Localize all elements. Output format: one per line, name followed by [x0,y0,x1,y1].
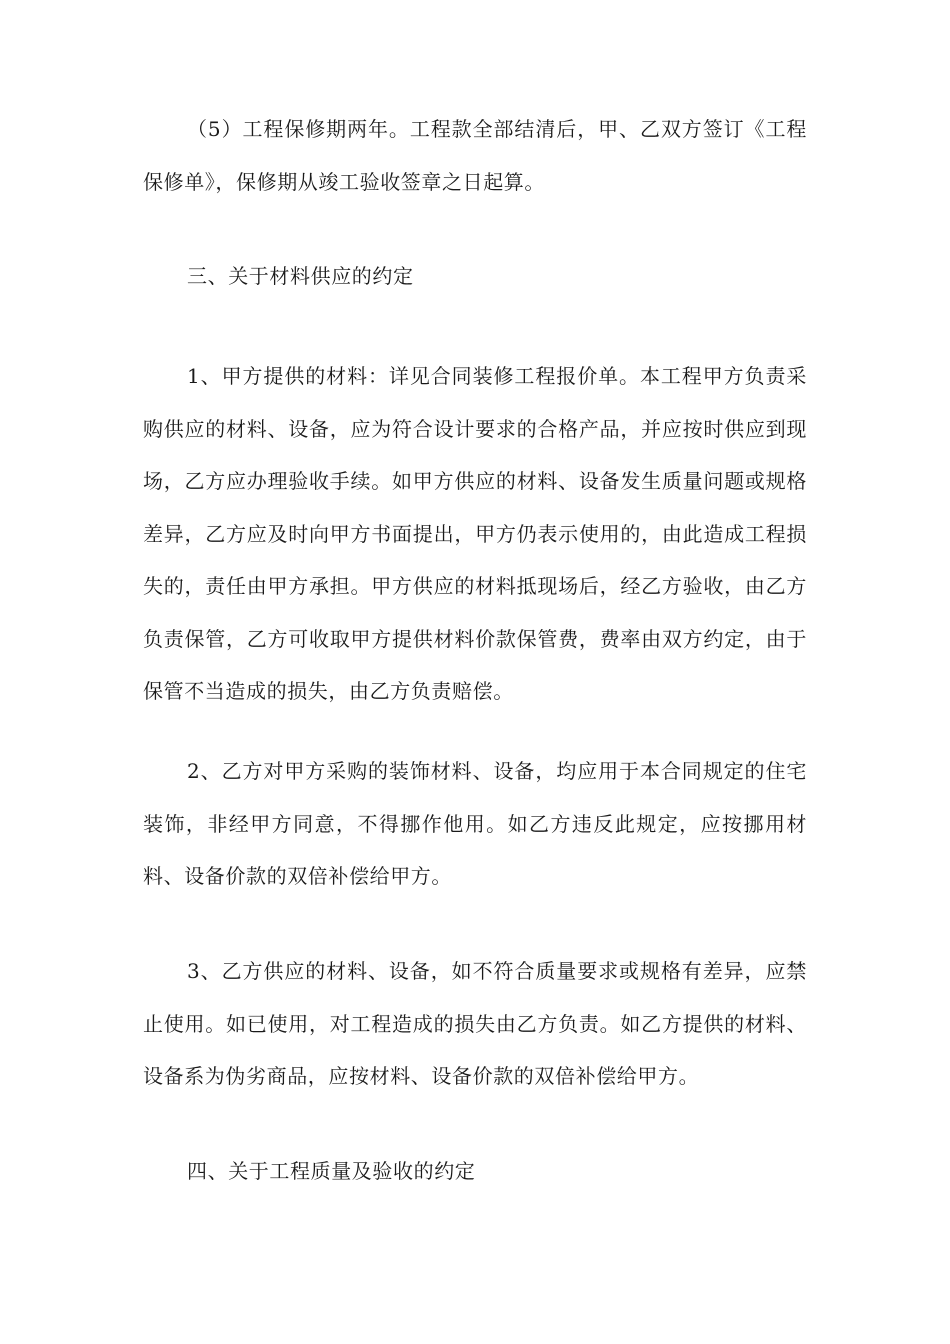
paragraph-party-b-materials: 3、乙方供应的材料、设备，如不符合质量要求或规格有差异，应禁止使用。如已使用，对工程造成的损失由乙方负责。如乙方提供的材料、设备系为伪劣商品，应按材料、设备价款的双倍补偿给甲方。 [143,959,807,1088]
paragraph-warranty-period: （5）工程保修期两年。工程款全部结清后，甲、乙双方签订《工程保修单》，保修期从竣工验收签章之日起算。 [143,117,807,194]
section-heading-material-supply: 三、关于材料供应的约定 [187,264,414,288]
paragraph-party-a-materials: 1、甲方提供的材料：详见合同装修工程报价单。本工程甲方负责采购供应的材料、设备，应为符合设计要求的合格产品，并应按时供应到现场，乙方应办理验收手续。如甲方供应的材料、设备发生质量问题或规格差异，乙方应及时向甲方书面提出，甲方仍表示使用的，由此造成工程损失的，责任由甲方承担。甲方供应的材料抵现场后，经乙方验收，由乙方负责保管，乙方可收取甲方提供材料价款保管费，费率由双方约定，由于保管不当造成的损失，由乙方负责赔偿。 [143,364,807,703]
section-heading-quality-acceptance: 四、关于工程质量及验收的约定 [187,1159,476,1183]
paragraph-material-usage: 2、乙方对甲方采购的装饰材料、设备，均应用于本合同规定的住宅装饰，非经甲方同意，不得挪作他用。如乙方违反此规定，应按挪用材料、设备价款的双倍补偿给甲方。 [143,759,807,888]
